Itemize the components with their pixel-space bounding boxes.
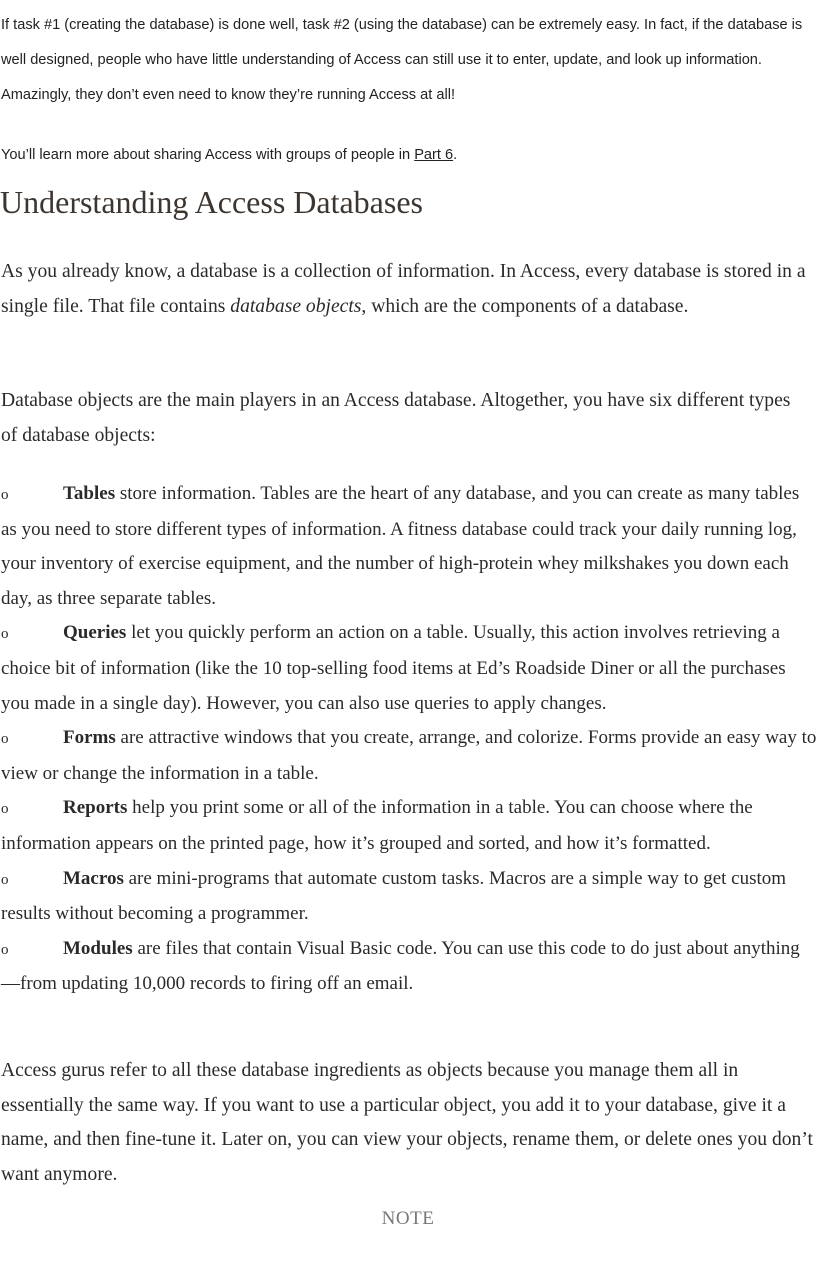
bullet-icon: o xyxy=(1,871,9,888)
object-types-list xyxy=(1,477,816,1002)
list-text: let you quickly perform an action on a table. Usually, this action involves retrieving a choice bit of information (like the 10 top-selling food items at Ed’s Roadside Diner or all the purchases you made in a single day). However, you can also use queries to apply changes. xyxy=(1,622,786,714)
italic-term: database objects xyxy=(230,295,362,317)
part6-text-end: . xyxy=(453,147,458,163)
list-item-macros xyxy=(1,862,816,932)
list-text: help you print some or all of the information in a table. You can choose where the information appears on the printed page, how it’s grouped and sorted, and how it’s formatted. xyxy=(1,797,753,854)
section-heading: Understanding Access Databases xyxy=(0,184,423,220)
list-term: Tables xyxy=(63,483,116,504)
bullet-icon: o xyxy=(1,801,9,818)
list-item-forms xyxy=(1,721,816,791)
text: As you already know, a database is a collection of information. In Access, every database is stored in a single file. That file contains xyxy=(1,261,806,317)
bullet-icon: o xyxy=(1,487,9,503)
part6-text: You’ll learn more about sharing Access with groups of people in xyxy=(1,147,415,163)
list-term: Macros xyxy=(63,867,124,889)
gurus-paragraph: Access gurus refer to all these database ingredients as objects because you manage them all in essentially the same way. If you want to use a particular object, you add it to your database, give it a name, and then fine-tune it. Later on, you can view your objects, rename them, or delete ones you don’t want anymore. xyxy=(1,1060,813,1185)
list-item-queries xyxy=(1,616,816,721)
note-heading: NOTE xyxy=(381,1208,435,1229)
objects-paragraph: Database objects are the main players in an Access database. Altogether, you have six different types of database objects: xyxy=(1,390,791,446)
intro-paragraph: If task #1 (creating the database) is done well, task #2 (using the database) can be extremely easy. In fact, if the database is well designed, people who have little understanding of Access can still use it to enter, update, and look up information. Amazingly, they don’t even need to know they’re running Access at all! xyxy=(1,17,803,103)
list-text: are attractive windows that you create, arrange, and colorize. Forms provide an easy way to view or change the information in a table. xyxy=(1,727,816,784)
list-text: are mini-programs that automate custom tasks. Macros are a simple way to get custom results without becoming a programmer. xyxy=(1,867,787,925)
database-paragraph xyxy=(1,255,816,324)
list-item-reports xyxy=(1,791,816,861)
bullet-icon: o xyxy=(1,731,9,748)
list-term: Queries xyxy=(63,622,127,644)
part6-link[interactable]: Part 6 xyxy=(414,147,454,163)
text: , which are the components of a database. xyxy=(361,295,689,317)
list-item-tables xyxy=(1,477,816,616)
part6-paragraph xyxy=(1,138,813,173)
bullet-icon: o xyxy=(1,626,9,643)
bullet-icon: o xyxy=(1,941,9,958)
list-term: Forms xyxy=(63,727,116,749)
list-term: Reports xyxy=(63,797,128,819)
list-text: are files that contain Visual Basic code. You can use this code to do just about anything—from updating 10,000 records to firing off an email. xyxy=(1,937,800,995)
list-term: Modules xyxy=(63,937,133,959)
list-item-modules xyxy=(1,932,816,1002)
list-text: store information. Tables are the heart of any database, and you can create as many tables as you need to store different types of information. A fitness database could track your daily running log, your inventory of exercise equipment, and the number of high-protein whey milkshakes you down each day, as three separate tables. xyxy=(1,483,800,609)
